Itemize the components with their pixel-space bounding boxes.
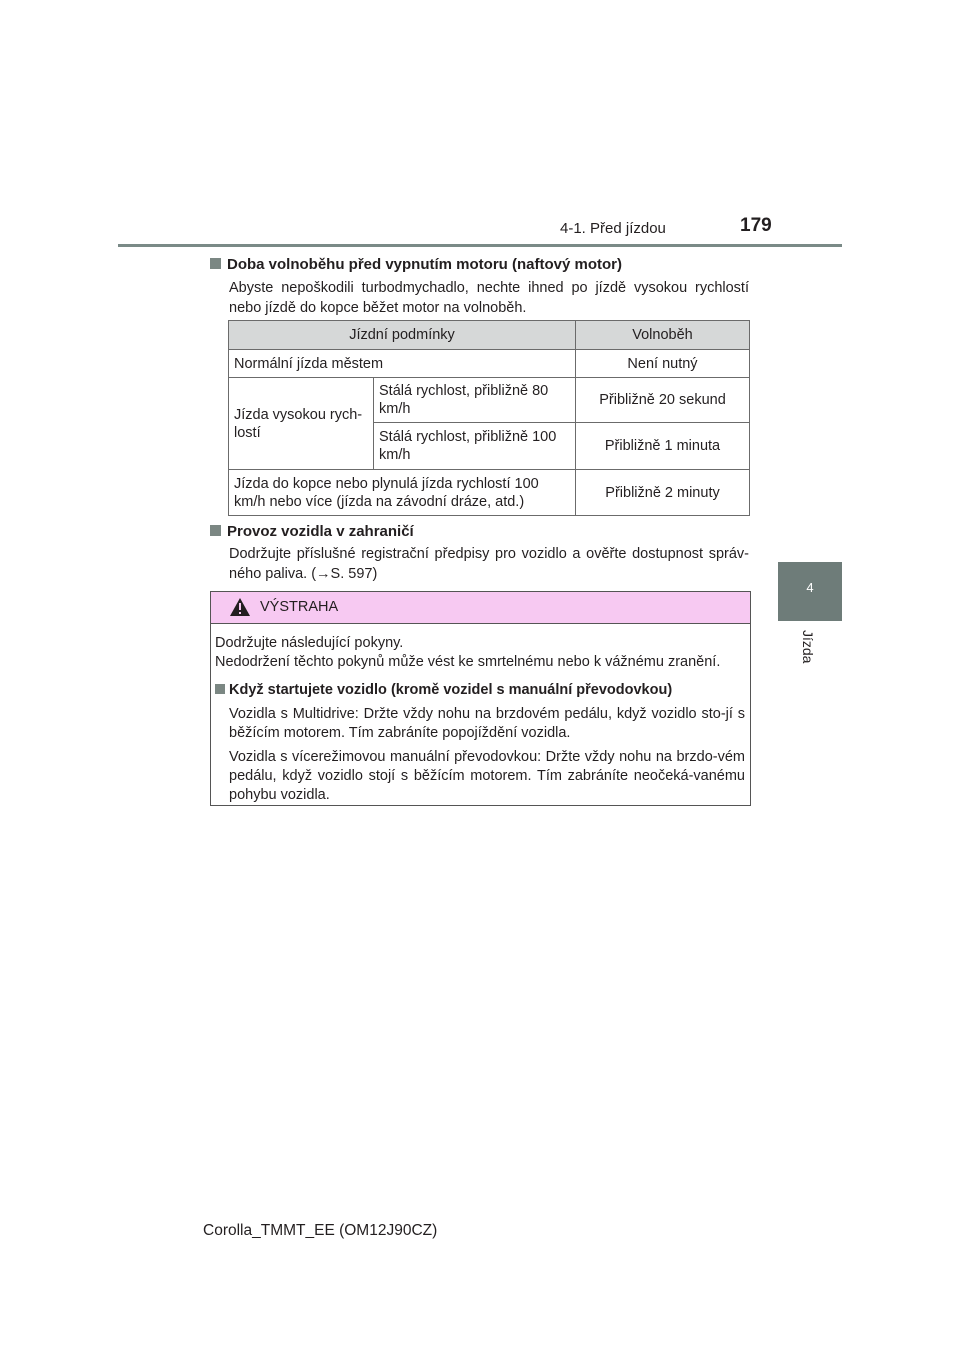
table-cell-condition: Jízda do kopce nebo plynulá jízda rychlostí 100 km/h nebo více (jízda na závodní dráze, atd.) xyxy=(229,470,576,516)
warning-paragraph-manual: Vozidla s vícerežimovou manuální převodovkou: Držte vždy nohu na brzdo-vém pedálu, když vozidlo stojí s běžícím motorem. Tím zabráníte neočeká-vanému pohybu vozidla. xyxy=(229,749,745,803)
idle-table xyxy=(228,320,750,516)
footer-doc-id: Corolla_TMMT_EE (OM12J90CZ) xyxy=(203,1222,438,1239)
warning-header xyxy=(211,592,750,624)
table-row xyxy=(229,378,750,423)
warning-paragraph-multidrive: Vozidla s Multidrive: Držte vždy nohu na brzdovém pedálu, když vozidlo sto-jí s běžícím motorem. Tím zabráníte popojíždění vozidla. xyxy=(229,706,745,741)
warning-subheading-text: Když startujete vozidlo (kromě vozidel s manuální převodovkou) xyxy=(229,682,673,698)
table-cell-idle: Přibližně 20 sekund xyxy=(576,378,750,423)
section-abroad-text: Dodržujte příslušné registrační předpisy pro vozidlo a ověřte dostupnost správ-ného paliva. (→S. 597) xyxy=(229,546,749,582)
table-cell-idle: Přibližně 2 minuty xyxy=(576,470,750,516)
table-cell-subcondition: Stálá rychlost, přibližně 80 km/h xyxy=(374,378,576,423)
warning-box xyxy=(210,591,751,806)
section-idle-text: Abyste nepoškodili turbodmychadlo, nechte ihned po jízdě vysokou rychlostí nebo jízdě do kopce běžet motor na volnoběh. xyxy=(229,280,749,316)
section-heading-idle-text: Doba volnoběhu před vypnutím motoru (naftový motor) xyxy=(227,256,622,273)
table-cell-idle: Přibližně 1 minuta xyxy=(576,423,750,470)
table-cell-subcondition: Stálá rychlost, přibližně 100 km/h xyxy=(374,423,576,470)
square-bullet-icon xyxy=(210,258,221,269)
table-cell-group: Jízda vysokou rych-lostí xyxy=(229,378,374,470)
table-row xyxy=(229,470,750,516)
chapter-label-text: Jízda xyxy=(800,630,816,664)
warning-body xyxy=(215,634,745,805)
table-header-idle: Volnoběh xyxy=(576,321,750,350)
table-cell-condition: Normální jízda městem xyxy=(229,350,576,378)
warning-intro-line1: Dodržujte následující pokyny. xyxy=(215,635,404,651)
chapter-label xyxy=(800,630,818,670)
chapter-tab-number: 4 xyxy=(806,580,814,595)
table-row xyxy=(229,350,750,378)
warning-title: VÝSTRAHA xyxy=(260,599,339,615)
header-section-title: 4-1. Před jízdou xyxy=(560,220,666,237)
warning-triangle-icon xyxy=(229,597,251,617)
warning-intro-line2: Nedodržení těchto pokynů může vést ke smrtelnému nebo k vážnému zranění. xyxy=(215,654,721,670)
section-heading-abroad xyxy=(210,523,414,540)
table-cell-idle: Není nutný xyxy=(576,350,750,378)
square-bullet-icon xyxy=(210,525,221,536)
section-heading-abroad-text: Provoz vozidla v zahraničí xyxy=(227,523,414,540)
warning-subheading xyxy=(215,681,745,700)
table-header-row xyxy=(229,321,750,350)
square-bullet-icon xyxy=(215,684,225,694)
table-header-condition: Jízdní podmínky xyxy=(229,321,576,350)
page-number: 179 xyxy=(740,215,772,236)
chapter-tab[interactable] xyxy=(778,562,842,621)
header-rule xyxy=(118,244,842,247)
section-heading-idle xyxy=(210,256,622,273)
